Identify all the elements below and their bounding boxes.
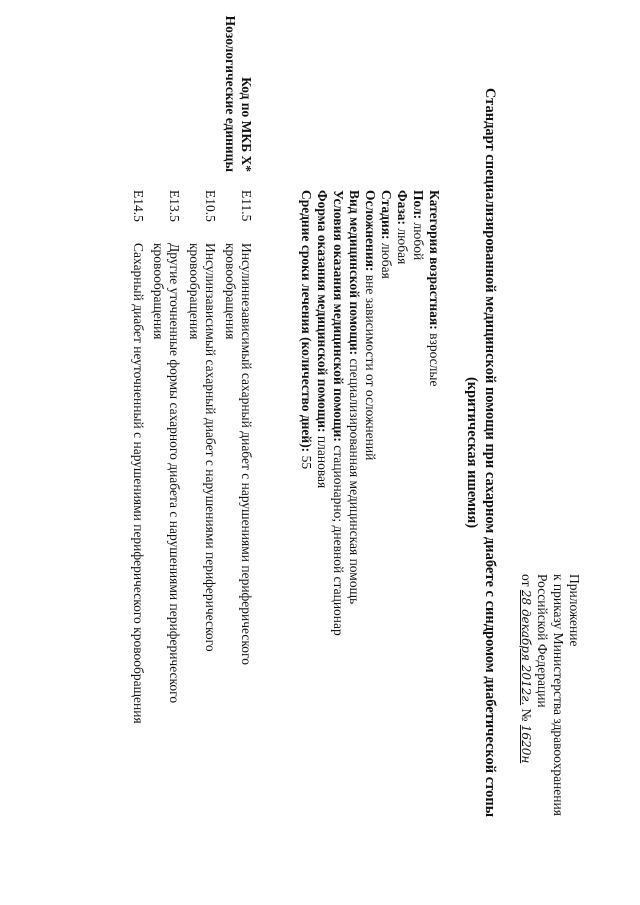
- appendix-line2: к приказу Министерства здравоохранения: [551, 574, 566, 816]
- param-phase: Фаза: любая: [395, 190, 410, 265]
- param-treatment-duration: Средние сроки лечения (количество дней): 55: [299, 190, 314, 470]
- param-care-conditions: Условия оказания медицинской помощи: стационарно; дневной стационар: [331, 190, 346, 636]
- param-stage: Стадия: любая: [379, 190, 394, 279]
- number-prefix: №: [519, 708, 534, 722]
- appendix-line1: Приложение: [567, 574, 582, 647]
- icd-code: E10.5: [203, 190, 218, 222]
- icd-description: Инсулиннезависимый сахарный диабет с нарушениями периферического кровообращения: [223, 243, 254, 665]
- icd-header: Код по МКБ X*: [239, 77, 254, 172]
- from-prefix: от: [519, 574, 534, 587]
- icd-description: Сахарный диабет неуточненный с нарушениями периферического кровообращения: [131, 243, 146, 724]
- icd-code: E11.5: [239, 190, 254, 222]
- document-title-line1: Стандарт специализированной медицинской помощи при сахарном диабете с синдромом диабетической стопы: [482, 87, 498, 818]
- handwritten-date: 28 декабря 2012г.: [519, 589, 533, 706]
- param-care-form: Форма оказания медицинской помощи: плановая: [315, 190, 330, 489]
- document-title-line2: (критическая ишемия): [464, 376, 480, 529]
- param-age: Категория возрастная: взрослые: [427, 190, 442, 387]
- appendix-line3: Российской Федерации: [535, 574, 550, 708]
- icd-code: E14.5: [131, 190, 146, 222]
- icd-code: E13.5: [167, 190, 182, 222]
- param-care-type: Вид медицинской помощи: специализированная медицинская помощь: [347, 190, 362, 605]
- param-sex: Пол: любой: [411, 190, 426, 261]
- icd-description: Инсулинзависимый сахарный диабет с нарушениями периферического кровообращения: [187, 243, 218, 652]
- param-complications: Осложнения: вне зависимости от осложнений: [363, 190, 378, 461]
- appendix-date-line: [518, 574, 534, 763]
- icd-description: Другие уточненные формы сахарного диабета с нарушениями периферического кровообращения: [151, 243, 182, 704]
- icd-subheader: Нозологические единицы: [223, 15, 238, 172]
- handwritten-number: 1620н: [519, 724, 533, 764]
